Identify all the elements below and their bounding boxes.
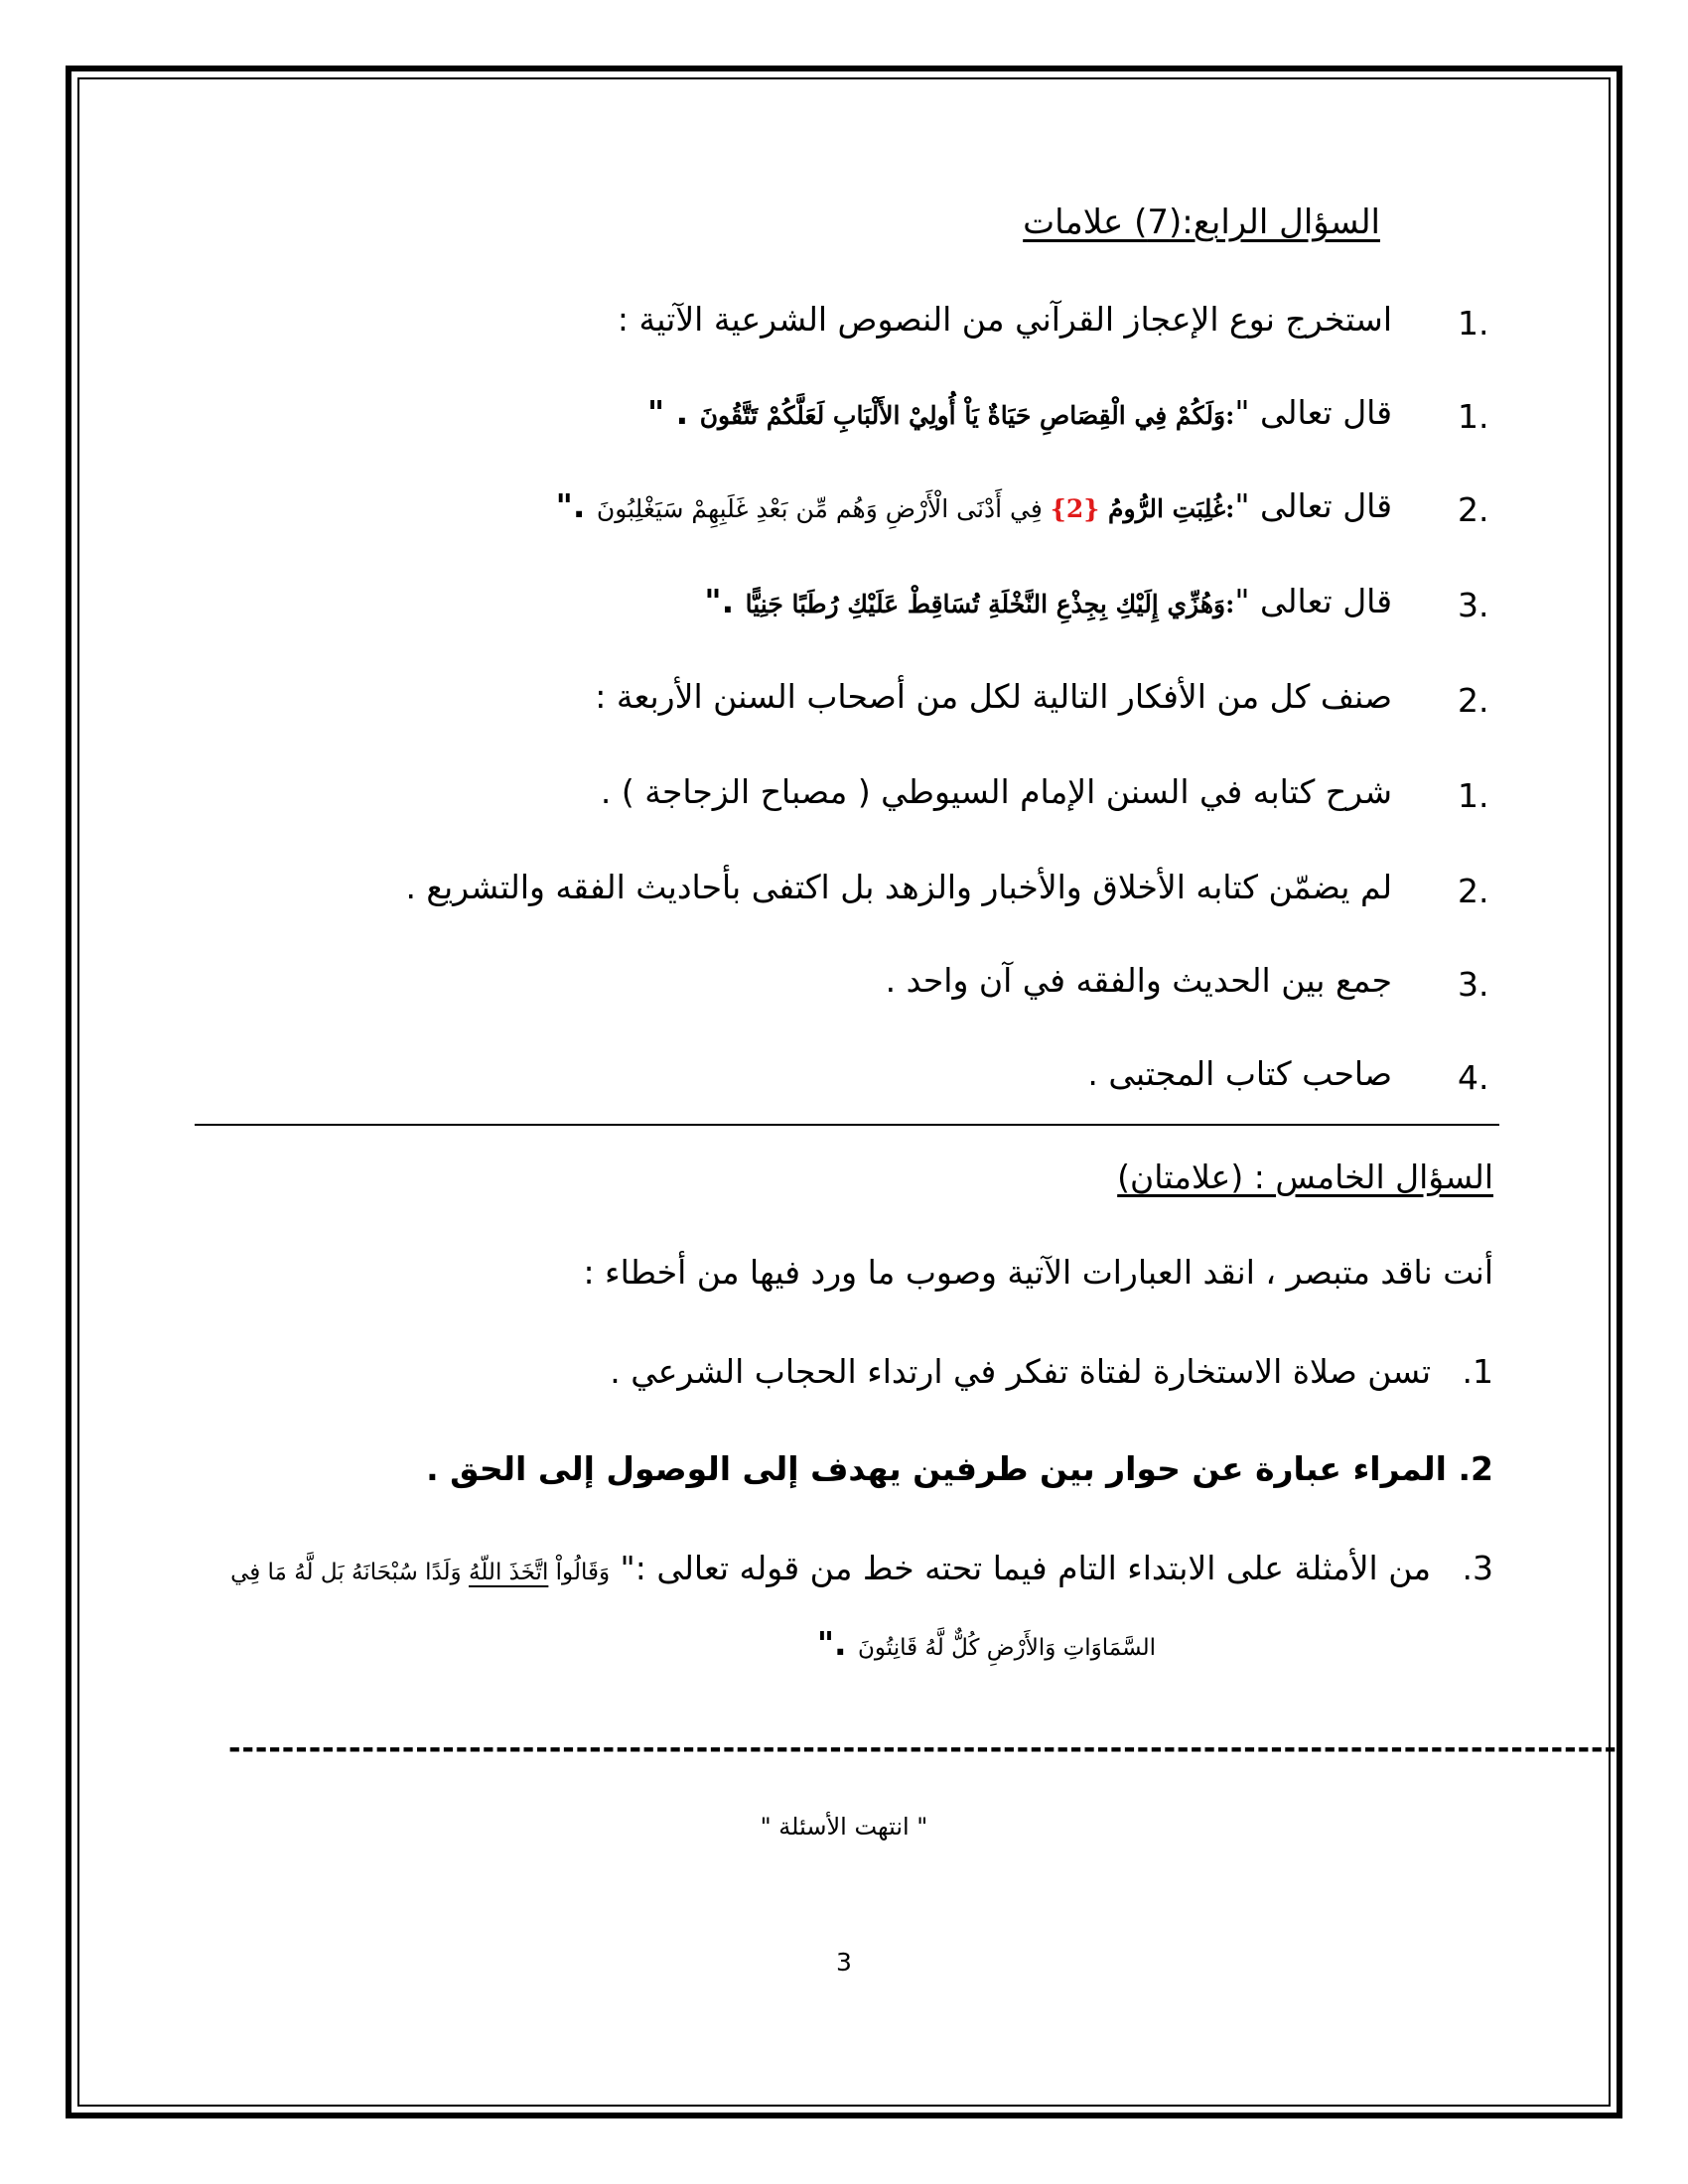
- dashed-divider: --------------------------------------------------------------------------------------------------------: [228, 1731, 1618, 1766]
- verse-1-line: [647, 393, 1392, 433]
- page-number: 3: [836, 1948, 852, 1977]
- verse-3-lead: قال تعالى ": [1234, 582, 1392, 620]
- q5-item-3: [230, 1549, 1493, 1588]
- verse-3-text: :وَهُزِّي إِلَيْكِ بِجِذْعِ النَّخْلَةِ تُسَاقِطْ عَلَيْكِ رُطَبًا جَنِيًّا: [745, 590, 1235, 618]
- verse-2-text-a: :غُلِبَتِ الرُّومُ: [1099, 494, 1235, 523]
- q4-item2-text: صنف كل من الأفكار التالية لكل من أصحاب السنن الأربعة :: [595, 677, 1392, 716]
- verse-1-tail: . ": [646, 393, 700, 432]
- section-divider: [195, 1124, 1499, 1126]
- q5-verse-b: وَلَدًا سُبْحَانَهُ بَل لَّهُ مَا فِي: [230, 1560, 469, 1585]
- q5-item-1: [610, 1352, 1493, 1392]
- verse-3-tail: .": [704, 582, 746, 620]
- q5-item-1-text: تسن صلاة الاستخارة لفتاة تفكر في ارتداء الحجاب الشرعي .: [610, 1352, 1432, 1391]
- q5-verse-a: وَقَالُواْ: [548, 1560, 611, 1585]
- q5-verse-underlined: اتَّخَذَ اللّهُ: [468, 1560, 549, 1585]
- idea-1-text: شرح كتابه في السنن الإمام السيوطي ( مصباح الزجاجة ) .: [600, 772, 1392, 811]
- verse-2-number: 2.: [1458, 490, 1489, 529]
- q5-verse-tail: .": [816, 1624, 859, 1663]
- verse-2-lead: قال تعالى ": [1234, 486, 1392, 525]
- verse-1-text: :وَلَكُمْ فِي الْقِصَاصِ حَيَاةٌ يَاْ أُولِيْ الأَلْبَابِ لَعَلَّكُمْ تَتَّقُونَ: [699, 401, 1235, 430]
- verse-2-tail: .": [555, 486, 597, 525]
- idea-4-text: صاحب كتاب المجتبى .: [1087, 1054, 1392, 1093]
- q5-item-1-number: 1.: [1462, 1352, 1493, 1391]
- q5-item-3-text: من الأمثلة على الابتداء التام فيما تحته خط من قوله تعالى :": [610, 1549, 1432, 1587]
- verse-1-lead: قال تعالى ": [1234, 393, 1392, 432]
- q4-item1-text: استخرج نوع الإعجاز القرآني من النصوص الشرعية الآتية :: [617, 300, 1392, 339]
- q4-item2-number: 2.: [1458, 681, 1489, 720]
- idea-4-number: 4.: [1458, 1058, 1489, 1097]
- idea-2-number: 2.: [1458, 872, 1489, 910]
- idea-1-number: 1.: [1458, 776, 1489, 815]
- verse-3-line: [704, 582, 1392, 621]
- idea-2-text: لم يضمّن كتابه الأخلاق والأخبار والزهد بل اكتفى بأحاديث الفقه والتشريع .: [405, 868, 1392, 906]
- idea-3-text: جمع بين الحديث والفقه في آن واحد .: [885, 961, 1392, 1000]
- verse-3-number: 3.: [1458, 586, 1489, 624]
- end-of-questions: " انتهت الأسئلة ": [760, 1813, 928, 1841]
- verse-2-line: [556, 486, 1392, 526]
- idea-3-number: 3.: [1458, 965, 1489, 1004]
- q5-item-3-line2: [817, 1624, 1156, 1664]
- q5-item-3-number: 3.: [1462, 1549, 1493, 1587]
- verse-2-text-b: فِي أَدْنَى الْأَرْضِ وَهُم مِّن بَعْدِ غَلَبِهِمْ سَيَغْلِبُونَ: [596, 494, 1051, 523]
- q5-item-2-text: المراء عبارة عن حوار بين طرفين يهدف إلى الوصول إلى الحق .: [426, 1449, 1447, 1488]
- q5-item-2: [426, 1449, 1493, 1489]
- q5-intro: أنت ناقد متبصر ، انقد العبارات الآتية وصوب ما ورد فيها من أخطاء :: [583, 1253, 1493, 1292]
- q4-title: السؤال الرابع:(7) علامات: [1023, 203, 1380, 242]
- q5-item-2-number: 2.: [1458, 1449, 1493, 1488]
- verse-1-number: 1.: [1458, 397, 1489, 436]
- q4-item1-number: 1.: [1458, 304, 1489, 342]
- verse-number-marker: {2}: [1050, 494, 1100, 523]
- q5-title: السؤال الخامس : (علامتان): [1117, 1158, 1493, 1196]
- q5-verse-line2: السَّمَاوَاتِ وَالأَرْضِ كُلٌّ لَّهُ قَانِتُونَ: [858, 1635, 1156, 1661]
